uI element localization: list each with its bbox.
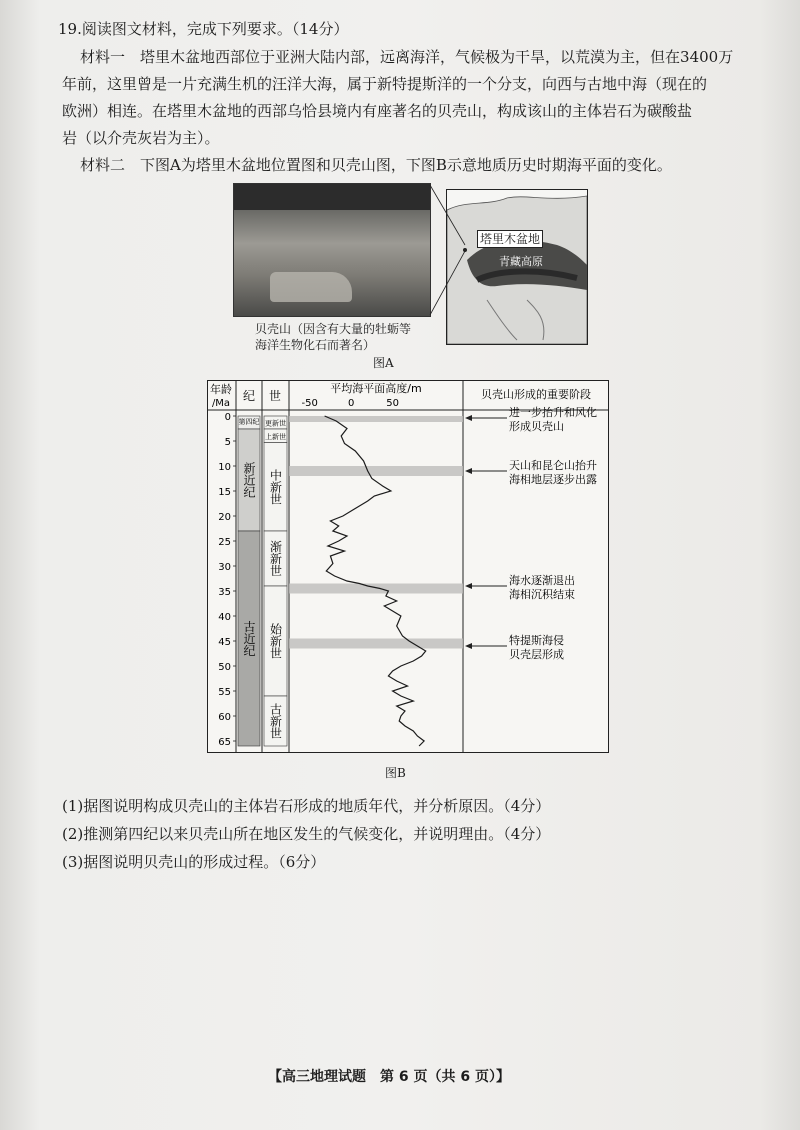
stage-label-line1: 海水逐渐退出 — [509, 574, 575, 587]
figure-b-title: 图B — [385, 766, 406, 780]
stage-label-line2: 形成贝壳山 — [509, 420, 564, 433]
highlight-band — [289, 416, 463, 422]
highlight-band — [289, 466, 463, 476]
epoch-label: 古新世 — [268, 703, 283, 739]
age-tick-label: 55 — [218, 687, 231, 698]
epoch-label: 中新世 — [268, 468, 283, 505]
period-label: 古近纪 — [242, 620, 256, 657]
age-tick-label: 25 — [218, 537, 231, 548]
age-tick-label: 60 — [218, 712, 231, 723]
map-label-plateau: 青藏高原 — [499, 255, 543, 268]
age-tick-label: 65 — [218, 737, 231, 748]
question-2: (2)推测第四纪以来贝壳山所在地区发生的气候变化，并说明理由。（4分） — [62, 825, 551, 843]
age-tick-label: 45 — [218, 637, 231, 648]
material1-label: 材料一 — [80, 48, 126, 66]
question-title: 19.阅读图文材料，完成下列要求。（14分） — [58, 20, 349, 38]
material2-label: 材料二 — [80, 156, 126, 174]
header-epoch: 世 — [268, 389, 282, 403]
age-tick-label: 50 — [218, 662, 231, 673]
header-age-unit: /Ma — [211, 398, 231, 409]
age-tick-label: 10 — [218, 462, 231, 473]
figure-b — [207, 380, 609, 762]
age-tick-label: 5 — [224, 437, 231, 448]
stage-label-line1: 特提斯海侵 — [509, 634, 564, 647]
photo-caption-line2: 海洋生物化石而著名） — [255, 338, 376, 352]
highlight-band — [289, 584, 463, 594]
figure-a — [233, 183, 588, 378]
question-1: (1)据图说明构成贝壳山的主体岩石形成的地质年代，并分析原因。（4分） — [62, 797, 551, 815]
age-tick-label: 40 — [218, 612, 231, 623]
question-3: (3)据图说明贝壳山的形成过程。（6分） — [62, 853, 326, 871]
sea-level-tick-label: 0 — [347, 398, 355, 409]
header-age: 年龄 — [210, 383, 232, 396]
age-tick-label: 0 — [224, 412, 231, 423]
stage-label-line2: 海相地层逐步出露 — [509, 473, 597, 486]
highlight-band — [289, 639, 463, 649]
material1-line4: 岩（以介壳灰岩为主）。 — [62, 129, 220, 147]
age-tick-label: 35 — [218, 587, 231, 598]
map-label-basin: 塔里木盆地 — [477, 230, 543, 248]
epoch-label: 渐新世 — [268, 540, 283, 577]
epoch-label: 更新世 — [265, 419, 286, 428]
page-footer: 【高三地理试题 第 6 页（共 6 页）】 — [268, 1069, 510, 1085]
material1-line3: 欧洲）相连。在塔里木盆地的西部乌恰县境内有座著名的贝壳山，构成该山的主体岩石为碳酸盐 — [62, 102, 693, 120]
period-label: 第四纪 — [238, 418, 260, 426]
epoch-label: 始新世 — [268, 623, 283, 659]
header-stages: 贝壳山形成的重要阶段 — [481, 388, 591, 401]
photo-caption-line1: 贝壳山（因含有大量的牡蛎等 — [255, 322, 412, 336]
material1-line1 — [80, 46, 733, 68]
figure-a-title: 图A — [373, 356, 394, 370]
material2-line — [80, 154, 672, 176]
sea-level-tick-label: -50 — [301, 398, 318, 409]
stage-label-line2: 海相沉积结束 — [509, 588, 575, 601]
stage-label-line1: 天山和昆仑山抬升 — [509, 459, 597, 472]
material1-line2: 年前，这里曾是一片充满生机的汪洋大海，属于新特提斯洋的一个分支，向西与古地中海（现在的 — [62, 75, 708, 93]
stage-label-line2: 贝壳层形成 — [509, 648, 564, 661]
header-period: 纪 — [242, 389, 256, 403]
photo-map-leader-lines — [233, 183, 588, 378]
sea-level-tick-label: 50 — [386, 398, 399, 409]
header-sea-level: 平均海平面高度/m — [330, 382, 422, 395]
material2-text: 下图A为塔里木盆地位置图和贝壳山图，下图B示意地质历史时期海平面的变化。 — [140, 156, 672, 174]
age-tick-label: 15 — [218, 487, 231, 498]
age-tick-label: 20 — [218, 512, 231, 523]
stage-label-line1: 进一步抬升和风化 — [509, 406, 597, 419]
epoch-label: 上新世 — [265, 432, 286, 441]
period-label: 新近纪 — [242, 462, 256, 498]
age-tick-label: 30 — [218, 562, 231, 573]
material1-text1: 塔里木盆地西部位于亚洲大陆内部，远离海洋，气候极为干旱，以荒漠为主，但在3400万 — [140, 48, 734, 66]
